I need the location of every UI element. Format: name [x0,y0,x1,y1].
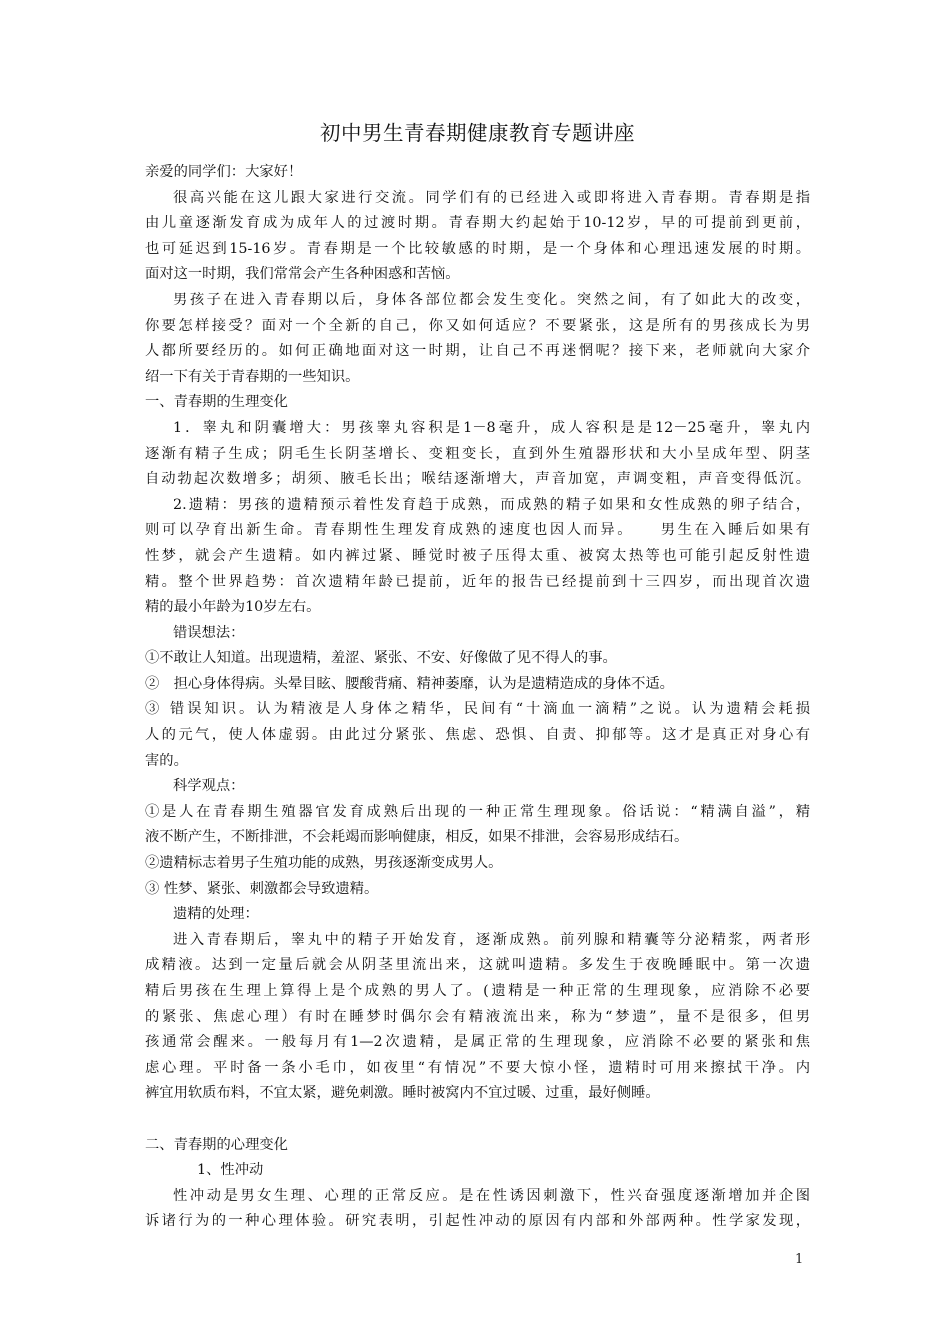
text-line: 性梦，就会产生遗精。如内裤过紧、睡觉时被子压得太重、被窝太热等也可能引起反射性遗 [145,547,810,564]
text-line: 精的最小年龄为10岁左右。 [145,599,321,616]
text-line: 诉诸行为的一种心理体验。研究表明，引起性冲动的原因有内部和外部两种。性学家发现， [145,1213,810,1230]
text-line: 害的。 [145,752,188,769]
document-body [145,160,810,1235]
text-line: 很高兴能在这儿跟大家进行交流。同学们有的已经进入或即将进入青春期。青春期是指 [173,189,810,206]
text-line: ①是人在青春期生殖器官发育成熟后出现的一种正常生理现象。俗话说：“精满自溢”，精 [145,803,810,820]
text-line: ② 担心身体得病。头晕目眩、腰酸背痛、精神萎靡，认为是遗精造成的身体不适。 [145,675,674,692]
text-line: 你要怎样接受？面对一个全新的自己，你又如何适应？不要紧张，这是所有的男孩成长为男 [145,317,810,334]
text-line: 面对这一时期，我们常常会产生各种困惑和苦恼。 [145,266,460,283]
text-line: 二、青春期的心理变化 [145,1136,288,1153]
text-line: 绍一下有关于青春期的一些知识。 [145,368,360,385]
text-line: 裤宜用软质布料，不宜太紧，避免刺激。睡时被窝内不宜过暖、过重，最好侧睡。 [145,1085,660,1102]
page-number: 1 [795,1252,804,1267]
document-page [145,118,810,1235]
text-line: 孩通常会醒来。一般每月有1—2次遗精，是属正常的生理现象，应消除不必要的紧张和焦 [145,1034,810,1051]
text-line: 的紧张、焦虑心理）有时在睡梦时偶尔会有精液流出来，称为“梦遗”，量不是很多，但男 [145,1008,810,1025]
text-line: 进入青春期后，睾丸中的精子开始发育，逐渐成熟。前列腺和精囊等分泌精浆，两者形 [173,931,810,948]
text-line: ②遗精标志着男子生殖功能的成熟，男孩逐渐变成男人。 [145,855,503,872]
text-line: 性冲动是男女生理、心理的正常反应。是在性诱因刺激下，性兴奋强度逐渐增加并企图 [173,1187,810,1204]
text-line: 1．睾丸和阴囊增大：男孩睾丸容积是1－8毫升，成人容积是是12－25毫升，睾丸内 [173,419,810,436]
text-line: 亲爱的同学们：大家好！ [145,164,303,180]
text-line: 自动勃起次数增多；胡须、腋毛长出；喉结逐渐增大，声音加宽，声调变粗，声音变得低沉。 [145,471,810,488]
text-line: 虑心理。平时备一条小毛巾，如夜里“有情况”不要大惊小怪，遗精时可用来擦拭干净。内 [145,1059,810,1076]
text-line: 由儿童逐渐发育成为成年人的过渡时期。青春期大约起始于10-12岁，早的可提前到更前， [145,215,810,232]
text-line: ③ 性梦、紧张、刺激都会导致遗精。 [145,880,379,897]
text-line: 则可以孕育出新生命。青春期性生理发育成熟的速度也因人而异。 男生在入睡后如果有 [145,522,810,539]
text-line: 精。整个世界趋势：首次遗精年龄已提前，近年的报告已经提前到十三四岁，而出现首次遗 [145,573,810,590]
text-line: 液不断产生，不断排泄，不会耗竭而影响健康，相反，如果不排泄，会容易形成结石。 [145,829,689,846]
text-line: ①不敢让人知道。出现遗精，羞涩、紧张、不安、好像做了见不得人的事。 [145,650,617,667]
text-line: 人都所要经历的。如何正确地面对这一时期，让自己不再迷惘呢？接下来，老师就向大家介 [145,343,810,360]
text-line: 逐渐有精子生成；阴毛生长阴茎增长、变粗变长，直到外生殖器形状和大小呈成年型、阴茎 [145,445,810,462]
blank-line [145,1107,810,1133]
text-line: 男孩子在进入青春期以后，身体各部位都会发生变化。突然之间，有了如此大的改变， [173,291,810,308]
text-line: 1、性冲动 [197,1162,264,1179]
text-line: 也可延迟到15-16岁。青春期是一个比较敏感的时期，是一个身体和心理迅速发展的时期。 [145,240,810,257]
text-line: 精后男孩在生理上算得上是个成熟的男人了。(遗精是一种正常的生理现象，应消除不必要 [145,983,810,999]
text-line: 人的元气，使人体虚弱。由此过分紧张、焦虑、恐惧、自责、抑郁等。这才是真正对身心有 [145,727,810,744]
document-title: 初中男生青春期健康教育专题讲座 [320,121,635,145]
text-line: 科学观点： [173,778,245,795]
text-line: ③ 错误知识。认为精液是人身体之精华，民间有“十滴血一滴精”之说。认为遗精会耗损 [145,701,810,718]
text-line: 遗精的处理： [173,906,259,923]
text-line: 成精液。达到一定量后就会从阴茎里流出来，这就叫遗精。多发生于夜晚睡眠中。第一次遗 [145,957,810,974]
text-line: 一、青春期的生理变化 [145,394,288,411]
text-line: 错误想法： [173,624,245,641]
text-line: 2.遗精：男孩的遗精预示着性发育趋于成熟，而成熟的精子如果和女性成熟的卵子结合， [173,496,810,513]
